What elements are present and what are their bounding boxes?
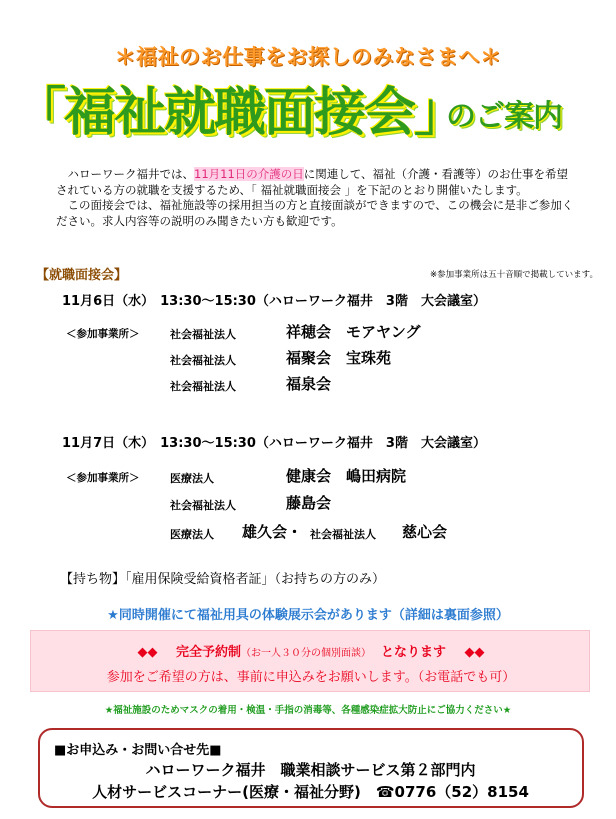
session-2-date: 11月7日（木） xyxy=(62,436,155,451)
reservation-headline xyxy=(31,641,591,660)
session-2-entry-3-name: 雄久会・ xyxy=(242,523,303,541)
session-1-prefix: ＜参加事業所＞ xyxy=(66,328,140,340)
diamond-icons-right: ◆◆ xyxy=(464,645,485,660)
belongings: 【持ち物】「雇用保険受給資格者証」（お持ちの方のみ） xyxy=(60,572,386,587)
session-1-entry-3-name: 福泉会 xyxy=(286,375,332,393)
reservation-suffix: となります xyxy=(381,645,447,660)
session-2-entry-2-type: 社会福祉法人 xyxy=(170,499,236,512)
title-tail: のご案内 xyxy=(446,99,562,134)
section-heading: 【就職面接会】 xyxy=(36,268,128,283)
contact-office: ハローワーク福井 職業相談サービス第２部門内 xyxy=(145,761,476,779)
reservation-instruction: 参加をご希望の方は、事前に申込みをお願いします。（お電話でも可） xyxy=(106,670,516,685)
session-2-entry-2-name: 藤島会 xyxy=(286,494,332,512)
intro-p1-start: ハローワーク福井では、 xyxy=(67,167,194,181)
session-2-entry-3-name2: 慈心会 xyxy=(402,523,448,541)
intro-paragraph-1 xyxy=(56,167,576,198)
session-2-datetime xyxy=(62,432,486,451)
contact-phone: 人材サービスコーナー(医療・福祉分野) ☎0776（52）8154 xyxy=(92,783,529,801)
main-title: 「福祉就職面接会」 xyxy=(14,83,465,143)
session-2-entry-1-name: 健康会 嶋田病院 xyxy=(286,467,407,485)
reservation-box xyxy=(30,630,590,692)
session-1-time: 13:30～15:30（ハローワーク福井 3階 大会議室） xyxy=(160,294,486,309)
session-1-entry-1-name: 祥穂会 モアヤング xyxy=(286,323,421,341)
session-2-entry-1-type: 医療法人 xyxy=(170,472,214,485)
session-1-entry-1-type: 社会福祉法人 xyxy=(170,328,236,341)
session-2-entry-3-type: 医療法人 xyxy=(170,528,214,541)
session-1-datetime xyxy=(62,290,486,309)
order-note: ※参加事業所は五十音順で掲載しています。 xyxy=(430,270,598,280)
reservation-label: 完全予約制 xyxy=(175,645,241,660)
intro-paragraph-2: この面接会では、福祉施設等の採用担当の方と直接面談ができますので、この機会に是非ご参加ください。求人内容等の説明のみ聞きたい方も歓迎です。 xyxy=(56,198,574,228)
subtitle: ＊福祉のお仕事をお探しのみなさまへ＊ xyxy=(114,45,502,69)
reservation-detail: （お一人３０分の個別面談） xyxy=(241,648,371,659)
title-row xyxy=(14,78,614,148)
session-2-entry-3-type2: 社会福祉法人 xyxy=(310,528,376,541)
intro-p1-rest: に関連して、福祉（介護・看護等）のお仕事を希望されている方の就職を支援するため、「 福祉就職面接会 」を下記のとおり開催いたします。 xyxy=(56,167,569,197)
event-notice: ★同時開催にて福祉用具の体験展示会があります（詳細は裏面参照） xyxy=(107,608,509,623)
session-2-time: 13:30～15:30（ハローワーク福井 3階 大会議室） xyxy=(160,436,486,451)
contact-label: ■お申込み・お問い合せ先■ xyxy=(54,743,222,758)
mask-notice: ★福祉施設のためマスクの着用・検温・手指の消毒等、各種感染症拡大防止にご協力ください★ xyxy=(104,705,512,716)
intro-text xyxy=(56,167,576,229)
session-1-entry-2-name: 福聚会 宝珠苑 xyxy=(286,349,392,367)
contact-box xyxy=(38,728,584,808)
session-1-date: 11月6日（水） xyxy=(62,294,155,309)
diamond-icons-left: ◆◆ xyxy=(137,645,158,660)
session-1-entry-2-type: 社会福祉法人 xyxy=(170,354,236,367)
session-1-entry-3-type: 社会福祉法人 xyxy=(170,380,236,393)
session-2-prefix: ＜参加事業所＞ xyxy=(66,472,140,484)
care-day-highlight: 11月11日の介護の日 xyxy=(194,167,304,181)
